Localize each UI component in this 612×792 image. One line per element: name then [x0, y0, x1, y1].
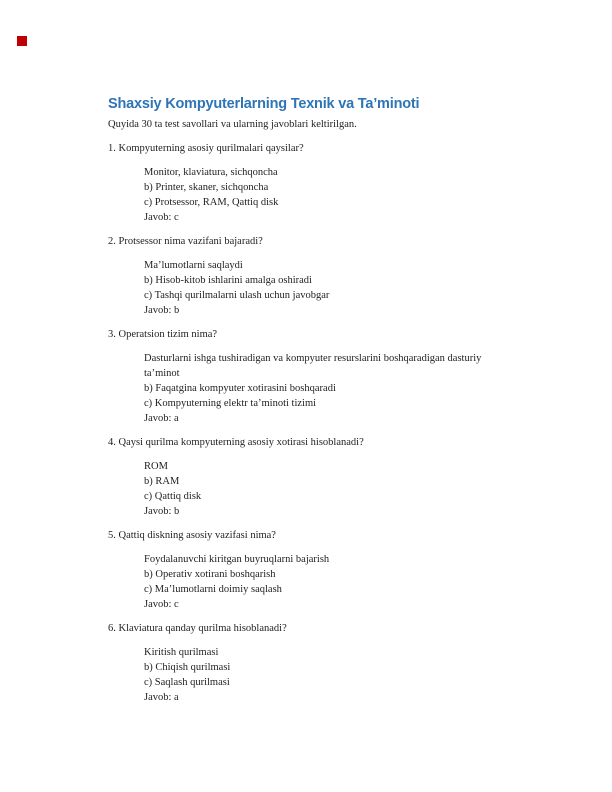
- option-text: Monitor, klaviatura, sichqoncha: [144, 167, 278, 178]
- question-text: 3. Operatsion tizim nima?: [108, 329, 218, 340]
- option-text: Dasturlarni ishga tushiradigan va kompyuter resurslarini boshqaradigan dasturiy ta’minot: [144, 353, 482, 379]
- options-list: [144, 552, 506, 612]
- option-text: b) Chiqish qurilmasi: [144, 662, 231, 673]
- click-marker: [17, 36, 27, 46]
- option-text: c) Saqlash qurilmasi: [144, 677, 230, 688]
- option-text: Foydalanuvchi kiritgan buyruqlarni bajarish: [144, 554, 330, 565]
- options-list: [144, 351, 506, 426]
- option-text: c) Ma’lumotlarni doimiy saqlash: [144, 584, 282, 595]
- option-text: c) Protsessor, RAM, Qattiq disk: [144, 197, 279, 208]
- answer-text: Javob: c: [144, 599, 179, 610]
- question-text: 6. Klaviatura qanday qurilma hisoblanadi?: [108, 623, 287, 634]
- question-text: 1. Kompyuterning asosiy qurilmalari qaysilar?: [108, 143, 304, 154]
- options-list: [144, 258, 506, 318]
- question-block: [108, 621, 506, 705]
- option-text: Ma’lumotlarni saqlaydi: [144, 260, 243, 271]
- options-list: [144, 459, 506, 519]
- question-block: [108, 528, 506, 612]
- intro-text: Quyida 30 ta test savollari va ularning javoblari keltirilgan.: [108, 119, 357, 130]
- option-text: c) Kompyuterning elektr ta’minoti tizimi: [144, 398, 317, 409]
- answer-text: Javob: c: [144, 212, 179, 223]
- question-text: 4. Qaysi qurilma kompyuterning asosiy xotirasi hisoblanadi?: [108, 437, 364, 448]
- document-title: Shaxsiy Kompyuterlarning Texnik va Ta’minoti: [108, 96, 420, 112]
- options-list: [144, 165, 506, 225]
- option-text: b) Faqatgina kompyuter xotirasini boshqaradi: [144, 383, 336, 394]
- answer-text: Javob: b: [144, 305, 180, 316]
- option-text: c) Tashqi qurilmalarni ulash uchun javobgar: [144, 290, 330, 301]
- document-content: [108, 95, 506, 705]
- question-block: [108, 141, 506, 225]
- option-text: b) Operativ xotirani boshqarish: [144, 569, 276, 580]
- question-block: [108, 327, 506, 426]
- option-text: b) Printer, skaner, sichqoncha: [144, 182, 269, 193]
- option-text: c) Qattiq disk: [144, 491, 202, 502]
- question-block: [108, 234, 506, 318]
- option-text: b) RAM: [144, 476, 180, 487]
- options-list: [144, 645, 506, 705]
- option-text: b) Hisob-kitob ishlarini amalga oshiradi: [144, 275, 312, 286]
- question-text: 2. Protsessor nima vazifani bajaradi?: [108, 236, 263, 247]
- answer-text: Javob: b: [144, 506, 180, 517]
- answer-text: Javob: a: [144, 692, 179, 703]
- answer-text: Javob: a: [144, 413, 179, 424]
- option-text: Kiritish qurilmasi: [144, 647, 219, 658]
- question-block: [108, 435, 506, 519]
- question-text: 5. Qattiq diskning asosiy vazifasi nima?: [108, 530, 276, 541]
- option-text: ROM: [144, 461, 168, 472]
